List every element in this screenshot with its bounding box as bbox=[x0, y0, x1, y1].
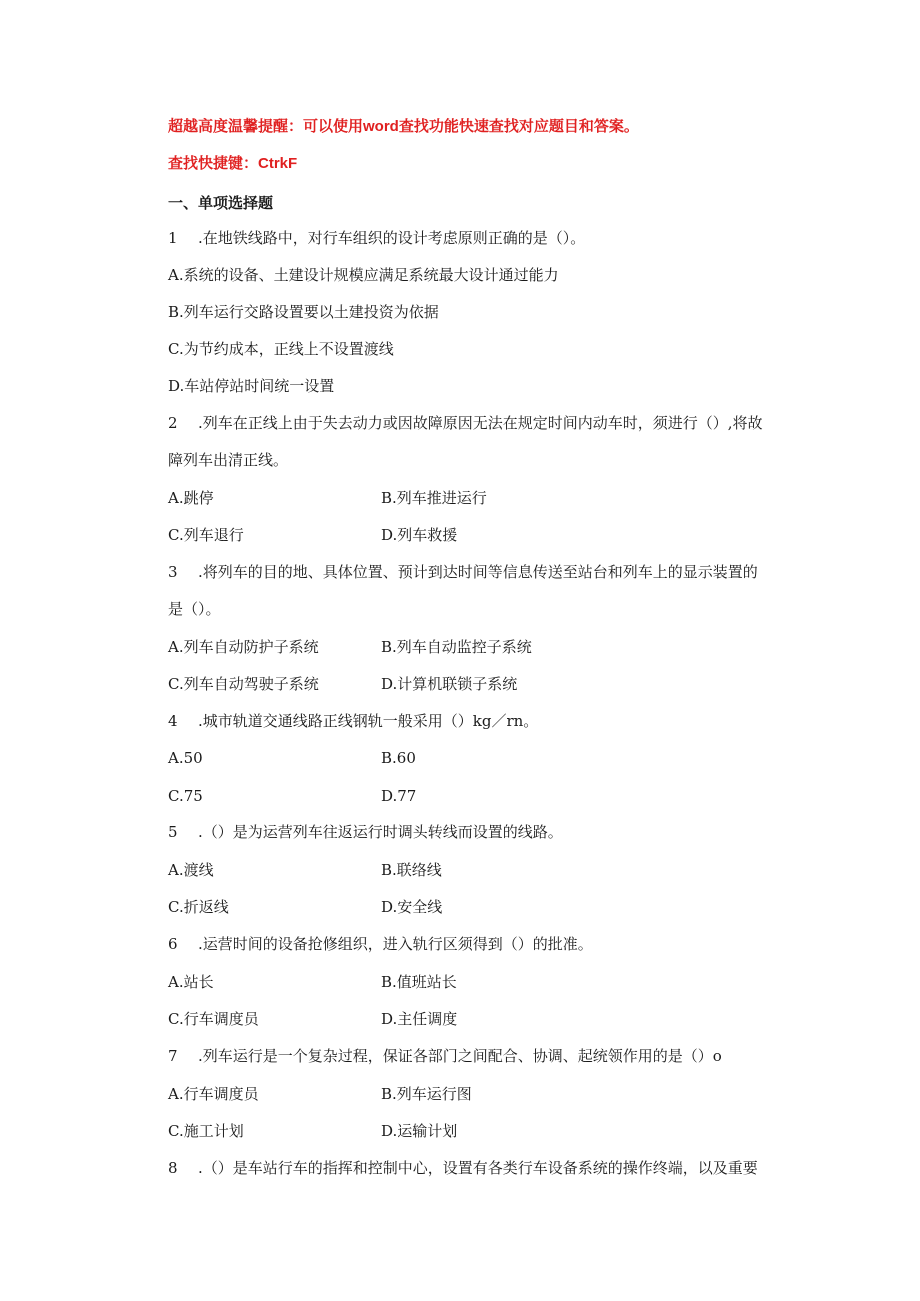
option-4a: A.50 bbox=[168, 749, 203, 767]
option-4c: C.75 bbox=[168, 787, 203, 805]
question-8 bbox=[168, 1158, 758, 1178]
option-5a: A.渡线 bbox=[168, 861, 214, 879]
question-5 bbox=[168, 822, 563, 842]
option-1a: A.系统的设备、土建设计规模应满足系统最大设计通过能力 bbox=[168, 266, 559, 284]
option-6d: D.主任调度 bbox=[381, 1010, 458, 1028]
question-3 bbox=[168, 562, 758, 582]
question-text: .（）是车站行车的指挥和控制中心，设置有各类行车设备系统的操作终端，以及重要 bbox=[198, 1159, 758, 1177]
question-3-continued: 是（）。 bbox=[168, 600, 221, 618]
option-3d: D.计算机联锁子系统 bbox=[381, 675, 518, 693]
question-number: 4 bbox=[168, 712, 178, 730]
question-number: 6 bbox=[168, 935, 178, 953]
option-1c: C.为节约成本，正线上不设置渡线 bbox=[168, 340, 394, 358]
option-3c: C.列车自动驾驶子系统 bbox=[168, 675, 319, 693]
question-2 bbox=[168, 413, 763, 433]
notice-line-2: 查找快捷键：CtrkF bbox=[168, 155, 298, 172]
option-5d: D.安全线 bbox=[381, 898, 443, 916]
notice-line-1: 超越高度温馨提醒：可以使用word查找功能快速查找对应题目和答案。 bbox=[168, 118, 639, 135]
question-6 bbox=[168, 934, 593, 954]
option-2d: D.列车救援 bbox=[381, 526, 458, 544]
question-7 bbox=[168, 1046, 722, 1066]
question-number: 1 bbox=[168, 229, 178, 247]
question-text: .列车运行是一个复杂过程，保证各部门之间配合、协调、起统领作用的是（）o bbox=[198, 1047, 722, 1065]
option-5b: B.联络线 bbox=[381, 861, 442, 879]
question-number: 8 bbox=[168, 1159, 178, 1177]
option-2a: A.跳停 bbox=[168, 489, 214, 507]
question-number: 5 bbox=[168, 823, 178, 841]
question-number: 7 bbox=[168, 1047, 178, 1065]
option-1b: B.列车运行交路设置要以土建投资为依据 bbox=[168, 303, 439, 321]
option-6a: A.站长 bbox=[168, 973, 214, 991]
question-2-continued: 障列车出清正线。 bbox=[168, 451, 289, 469]
option-6b: B.值班站长 bbox=[381, 973, 457, 991]
option-7d: D.运输计划 bbox=[381, 1122, 458, 1140]
option-2c: C.列车退行 bbox=[168, 526, 244, 544]
question-text: .将列车的目的地、具体位置、预计到达时间等信息传送至站台和列车上的显示装置的 bbox=[198, 563, 758, 581]
option-6c: C.行车调度员 bbox=[168, 1010, 259, 1028]
option-1d: D.车站停站时间统一设置 bbox=[168, 377, 335, 395]
option-4d: D.77 bbox=[381, 787, 417, 805]
option-2b: B.列车推进运行 bbox=[381, 489, 487, 507]
option-4b: B.60 bbox=[381, 749, 416, 767]
section-title: 一、单项选择题 bbox=[168, 195, 274, 212]
question-number: 3 bbox=[168, 563, 178, 581]
question-text: .在地铁线路中，对行车组织的设计考虑原则正确的是（）。 bbox=[198, 229, 586, 247]
question-1 bbox=[168, 228, 585, 248]
option-3b: B.列车自动监控子系统 bbox=[381, 638, 532, 656]
question-text: .（）是为运营列车往返运行时调头转线而设置的线路。 bbox=[198, 823, 563, 841]
question-4 bbox=[168, 711, 538, 731]
option-5c: C.折返线 bbox=[168, 898, 229, 916]
option-3a: A.列车自动防护子系统 bbox=[168, 638, 319, 656]
question-text: .运营时间的设备抢修组织，进入轨行区须得到（）的批准。 bbox=[198, 935, 593, 953]
question-text: .列车在正线上由于失去动力或因故障原因无法在规定时间内动车时，须进行（）,将故 bbox=[198, 414, 763, 432]
question-text: .城市轨道交通线路正线钢轨一般采用（）kg／rn。 bbox=[198, 712, 539, 730]
option-7b: B.列车运行图 bbox=[381, 1085, 472, 1103]
option-7c: C.施工计划 bbox=[168, 1122, 244, 1140]
option-7a: A.行车调度员 bbox=[168, 1085, 259, 1103]
question-number: 2 bbox=[168, 414, 178, 432]
